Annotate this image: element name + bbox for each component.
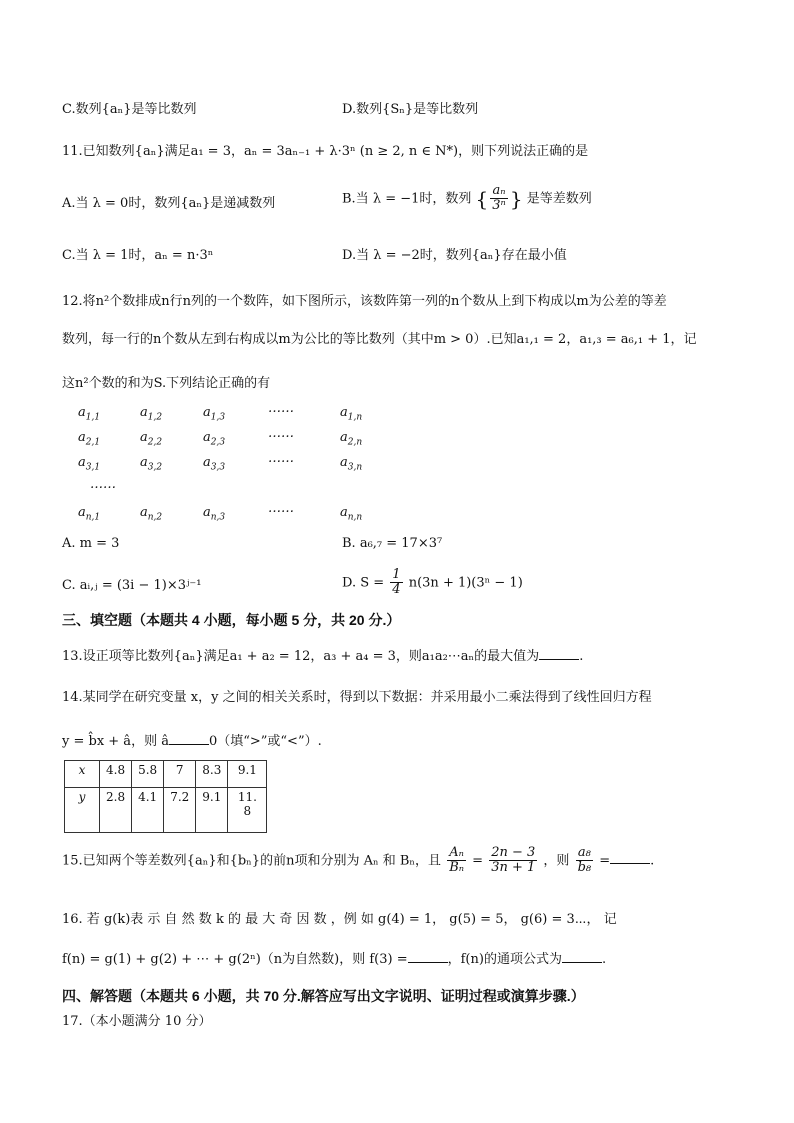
q15-fraction-ab: $\frac{\text{Aₙ}}{\text{Bₙ}}$ bbox=[449, 845, 465, 876]
matrix-cell: $a_{1,3}$ bbox=[203, 405, 226, 423]
q14-hint: 0（填“>”或“<”）. bbox=[208, 734, 322, 749]
q14-data-table bbox=[64, 760, 267, 833]
q16-answer-blank-1[interactable] bbox=[408, 950, 448, 963]
matrix-cell: $a_{2,n}$ bbox=[340, 430, 363, 448]
table-cell: 4.1 bbox=[132, 788, 164, 833]
matrix-cell: $a_{3,1}$ bbox=[78, 455, 101, 473]
matrix-cell: $a_{2,3}$ bbox=[203, 430, 226, 448]
q11-option-b-suffix: 是等差数列 bbox=[526, 191, 592, 207]
q12-stem-2: 数列，每一行的n个数从左到右构成以m为公比的等比数列（其中m > 0）.已知a₁,₁ = 2，a₁,₃ = a₆,₁ + 1，记 bbox=[62, 332, 697, 347]
q11-option-c: C.当 λ = 1时，aₙ = n·3ⁿ bbox=[62, 248, 214, 263]
matrix-cell: $a_{n,3}$ bbox=[203, 505, 226, 523]
table-row bbox=[65, 788, 267, 833]
table-cell: 9.1 bbox=[196, 788, 228, 833]
q14-stem: 14.某同学在研究变量 x，y 之间的相关关系时，得到以下数据：并采用最小二乘法得到了线性回归方程 bbox=[62, 690, 652, 705]
matrix-cell: $a_{3,2}$ bbox=[140, 455, 163, 473]
matrix-cell: $a_{1,1}$ bbox=[78, 405, 101, 423]
q14-answer-blank[interactable] bbox=[169, 732, 209, 745]
q15-fraction-ratio: $\frac{2n - 3}{3n + 1}$ bbox=[491, 845, 536, 876]
right-brace: } bbox=[509, 186, 523, 211]
table-header-x: x bbox=[65, 761, 100, 788]
table-cell: 4.8 bbox=[100, 761, 132, 788]
matrix-cell: $a_{2,1}$ bbox=[78, 430, 101, 448]
q12-option-b: B. a₆,₇ = 17×3⁷ bbox=[342, 536, 443, 551]
q15-fraction-target: $\frac{\text{a₈}}{\text{b₈}}$ bbox=[577, 845, 592, 876]
q12-option-d-fraction: $\frac{1}{4}$ bbox=[392, 567, 401, 598]
section-3-heading: 三、填空题（本题共 4 小题，每小题 5 分，共 20 分.） bbox=[62, 612, 401, 628]
q11-option-b bbox=[342, 184, 592, 214]
q14-equation-text: y = b̂x + â，则 â bbox=[62, 734, 169, 749]
q16-line-2: f(n) = g(1) + g(2) + ⋯ + g(2ⁿ)（n为自然数)，则 f(3) = ，f(n)的通项公式为 . bbox=[62, 952, 607, 967]
q15-suffix: = bbox=[599, 853, 611, 869]
q16-answer-blank-2[interactable] bbox=[562, 950, 602, 963]
q10-option-c: C.数列{aₙ}是等比数列 bbox=[62, 102, 197, 117]
q12-option-d bbox=[342, 568, 523, 598]
table-cell: 11.8 bbox=[228, 788, 267, 833]
table-cell: 9.1 bbox=[228, 761, 267, 788]
q12-option-a: A. m = 3 bbox=[62, 536, 120, 551]
q11-option-a: A.当 λ = 0时，数列{aₙ}是递减数列 bbox=[62, 196, 276, 211]
q11-option-b-fraction: $\frac{\text{aₙ}}{\text{3ⁿ}}$ bbox=[492, 183, 506, 214]
matrix-cell: $a_{3,3}$ bbox=[203, 455, 226, 473]
q15-answer-blank[interactable] bbox=[610, 851, 650, 864]
q12-option-d-prefix: D. S = bbox=[342, 575, 385, 591]
table-cell: 7 bbox=[164, 761, 196, 788]
table-cell: 8.3 bbox=[196, 761, 228, 788]
q15-mid: ，则 bbox=[543, 853, 570, 869]
matrix-cell: $a_{n,2}$ bbox=[140, 505, 163, 523]
matrix-cell: $a_{2,2}$ bbox=[140, 430, 163, 448]
q11-option-d: D.当 λ = −2时，数列{aₙ}存在最小值 bbox=[342, 248, 567, 263]
q12-stem-1: 12.将n²个数排成n行n列的一个数阵，如下图所示，该数阵第一列的n个数从上到下构成以m为公差的等差 bbox=[62, 294, 667, 309]
matrix-cell: $a_{1,2}$ bbox=[140, 405, 163, 423]
q11-option-b-prefix: B.当 λ = −1时，数列 bbox=[342, 191, 472, 207]
matrix-ellipsis: …… bbox=[268, 426, 294, 441]
q15-stem: 15.已知两个等差数列{aₙ}和{bₙ}的前n项和分别为 Aₙ 和 Bₙ，且 $\frac{\text{Aₙ}}{\text{Bₙ}}$ = $\frac{2n - 3}{3n + 1}$ ，则 $\frac{\text{a₈}}{\text{b₈}}$ = . bbox=[62, 845, 655, 876]
q16-line-1: 16. 若 g(k)表 示 自 然 数 k 的 最 大 奇 因 数 ，例 如 g(4) = 1， g(5) = 5， g(6) = 3⋯， 记 bbox=[62, 912, 617, 927]
q16-text-a: f(n) = g(1) + g(2) + ⋯ + g(2ⁿ)（n为自然数)，则 f(3) = bbox=[62, 952, 408, 967]
matrix-ellipsis: …… bbox=[268, 401, 294, 416]
table-cell: 2.8 bbox=[100, 788, 132, 833]
matrix-cell: $a_{n,1}$ bbox=[78, 505, 101, 523]
table-cell: 5.8 bbox=[132, 761, 164, 788]
table-header-y: y bbox=[65, 788, 100, 833]
matrix-ellipsis: …… bbox=[268, 451, 294, 466]
q12-option-d-suffix: n(3n + 1)(3ⁿ − 1) bbox=[408, 575, 523, 591]
q16-text-b: ，f(n)的通项公式为 bbox=[447, 952, 562, 967]
q13-stem: 13.设正项等比数列{aₙ}满足a₁ + a₂ = 12，a₃ + a₄ = 3，则a₁a₂⋯aₙ的最大值为 . bbox=[62, 649, 584, 664]
q17-heading: 17.（本小题满分 10 分） bbox=[62, 1014, 212, 1029]
q15-prefix: 15.已知两个等差数列{aₙ}和{bₙ}的前n项和分别为 Aₙ 和 Bₙ，且 bbox=[62, 853, 442, 869]
matrix-ellipsis: …… bbox=[268, 501, 294, 516]
q11-stem: 11.已知数列{aₙ}满足a₁ = 3，aₙ = 3aₙ₋₁ + λ·3ⁿ (n ≥ 2, n ∈ N*)，则下列说法正确的是 bbox=[62, 144, 589, 159]
matrix-cell: $a_{1,n}$ bbox=[340, 405, 363, 423]
table-cell: 7.2 bbox=[164, 788, 196, 833]
q12-option-c: C. aᵢ,ⱼ = (3i − 1)×3ʲ⁻¹ bbox=[62, 578, 202, 593]
q13-answer-blank[interactable] bbox=[539, 647, 579, 660]
matrix-cell: $a_{3,n}$ bbox=[340, 455, 363, 473]
left-brace: { bbox=[475, 186, 489, 211]
matrix-cell: $a_{n,n}$ bbox=[340, 505, 363, 523]
q14-equation bbox=[62, 730, 322, 749]
section-4-heading: 四、解答题（本题共 6 小题，共 70 分.解答应写出文字说明、证明过程或演算步骤.） bbox=[62, 988, 585, 1004]
q10-option-d: D.数列{Sₙ}是等比数列 bbox=[342, 102, 479, 117]
q13-text: 13.设正项等比数列{aₙ}满足a₁ + a₂ = 12，a₃ + a₄ = 3，则a₁a₂⋯aₙ的最大值为 bbox=[62, 649, 540, 664]
q12-stem-3: 这n²个数的和为S.下列结论正确的有 bbox=[62, 376, 271, 391]
table-row bbox=[65, 761, 267, 788]
matrix-vertical-dots: …… bbox=[90, 477, 116, 492]
q15-equals: = bbox=[472, 853, 484, 869]
